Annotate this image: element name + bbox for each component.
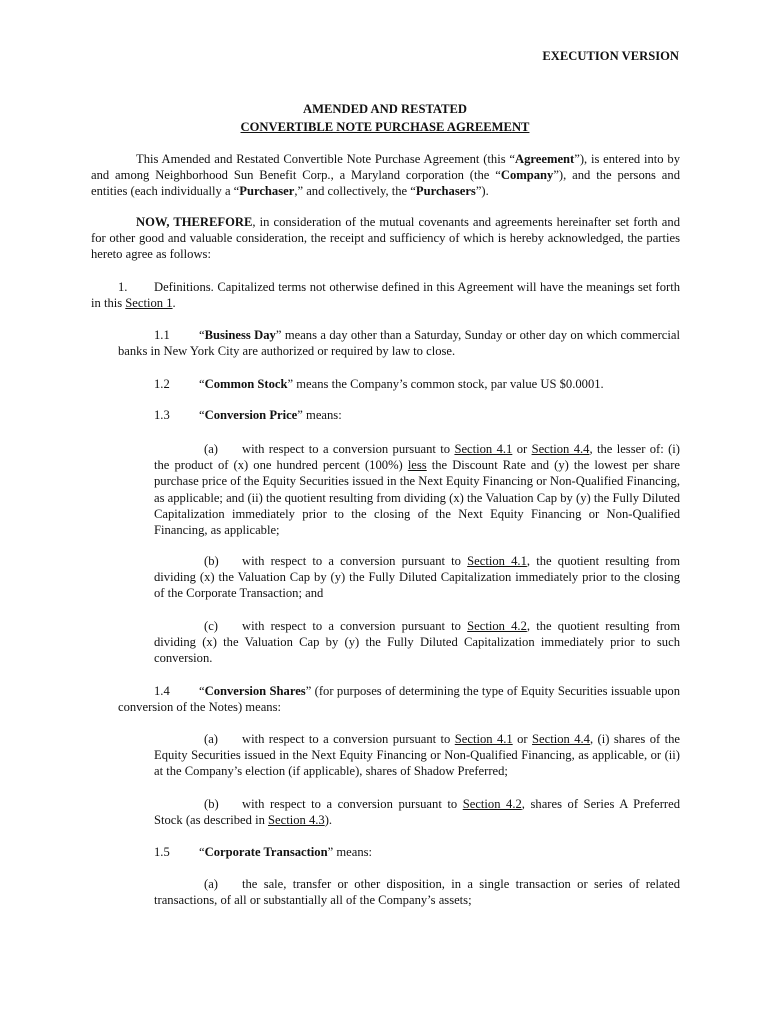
clause-label: (a) — [204, 877, 218, 891]
definition-number: 1.4 — [154, 684, 170, 698]
definition-conversion-price: 1.3 “Conversion Price” means: — [154, 408, 342, 422]
section-number: 1. — [118, 280, 128, 294]
definition-common-stock: 1.2 “Common Stock” means the Company’s common stock, par value US $0.0001. — [154, 377, 604, 391]
intro-paragraph: This Amended and Restated Convertible Note Purchase Agreement (this “Agreement”), is entered into by and among Neighborhood Sun Benefit Corp., a Maryland corporation (the “Company”), and the persons and entities (each individually a “Purchaser,” and collectively, the “Purchasers”). — [91, 152, 680, 199]
document-title-line-2: CONVERTIBLE NOTE PURCHASE AGREEMENT — [240, 120, 530, 134]
section-reference: Section 4.4 — [532, 732, 590, 746]
definition-business-day: 1.1 “Business Day” means a day other than a Saturday, Sunday or other day on which commercial banks in New York City are authorized or required by law to close. — [118, 328, 680, 359]
conversion-price-clause-c: (c) with respect to a conversion pursuant to Section 4.2, the quotient resulting from dividing (x) the Valuation Cap by (y) the Fully Diluted Capitalization immediately prior to such conversion. — [154, 619, 680, 666]
defined-term: Corporate Transaction — [204, 845, 328, 859]
now-therefore-paragraph: NOW, THEREFORE, in consideration of the mutual covenants and agreements hereinafter set forth and for other good and valuable consideration, the receipt and sufficiency of which is hereby acknowledged, the parties hereto agree as follows: — [91, 215, 680, 262]
section-reference: Section 4.3 — [268, 813, 325, 828]
defined-term: Business Day — [204, 328, 276, 342]
clause-label: (b) — [204, 554, 219, 568]
section-reference: Section 4.4 — [531, 442, 590, 456]
clause-label: (c) — [204, 619, 218, 633]
clause-label: (a) — [204, 732, 218, 746]
section-reference: Section 4.2 — [467, 619, 527, 633]
section-reference: Section 4.2 — [462, 797, 522, 811]
definition-number: 1.5 — [154, 845, 170, 859]
section-reference: Section 4.1 — [467, 554, 527, 568]
definition-conversion-shares: 1.4 “Conversion Shares” (for purposes of determining the type of Equity Securities issuable upon conversion of the Notes) means: — [118, 684, 680, 715]
conversion-shares-clause-a: (a) with respect to a conversion pursuant to Section 4.1 or Section 4.4, (i) shares of the Equity Securities issued in the Next Equity Financing or Non-Qualified Financing, as applicable, or (ii) at the Company’s election (if applicable), shares of Shadow Preferred; — [154, 732, 681, 779]
corporate-transaction-clause-a: (a) the sale, transfer or other disposition, in a single transaction or series of related transactions, of all or substantially all of the Company’s assets; — [154, 877, 680, 908]
definition-corporate-transaction: 1.5 “Corporate Transaction” means: — [154, 845, 373, 859]
definition-number: 1.2 — [154, 377, 170, 391]
definition-number: 1.1 — [154, 328, 170, 342]
conversion-price-clause-b: (b) with respect to a conversion pursuant to Section 4.1, the quotient resulting from dividing (x) the Valuation Cap by (y) the Fully Diluted Capitalization immediately prior to the closing of the Corporate Transaction; and — [154, 554, 680, 601]
conversion-shares-clause-b: (b) with respect to a conversion pursuant to Section 4.2, shares of Series A Preferred Stock (as described in Section 4.3). — [154, 797, 680, 828]
defined-term: Conversion Price — [204, 408, 298, 422]
clause-label: (b) — [204, 797, 219, 811]
execution-version-label: EXECUTION VERSION — [542, 49, 679, 63]
document-title-line-1: AMENDED AND RESTATED — [303, 102, 467, 116]
defined-term: Conversion Shares — [204, 684, 306, 698]
clause-label: (a) — [204, 442, 218, 456]
defined-term: Common Stock — [204, 377, 288, 391]
definition-number: 1.3 — [154, 408, 170, 422]
section-reference: Section 4.1 — [454, 442, 513, 456]
section-reference: Section 1 — [125, 296, 173, 311]
section-reference: Section 4.1 — [454, 732, 513, 746]
section-1-definitions: 1. Definitions. Capitalized terms not otherwise defined in this Agreement will have the meanings set forth in this Section 1. — [91, 280, 680, 311]
conversion-price-clause-a: (a) with respect to a conversion pursuant to Section 4.1 or Section 4.4, the lesser of: (i) the product of (x) one hundred percent (100%) less the Discount Rate and (y) the lowest per share purchase price of the Equity Securities issued in the Next Equity Financing or Non-Qualified Financing, as applicable; and (ii) the quotient resulting from dividing (x) the Valuation Cap by (y) the Fully Diluted Capitalization immediately prior to the closing of the Next Equity Financing or Non-Qualified Financing, as applicable; — [154, 442, 681, 538]
